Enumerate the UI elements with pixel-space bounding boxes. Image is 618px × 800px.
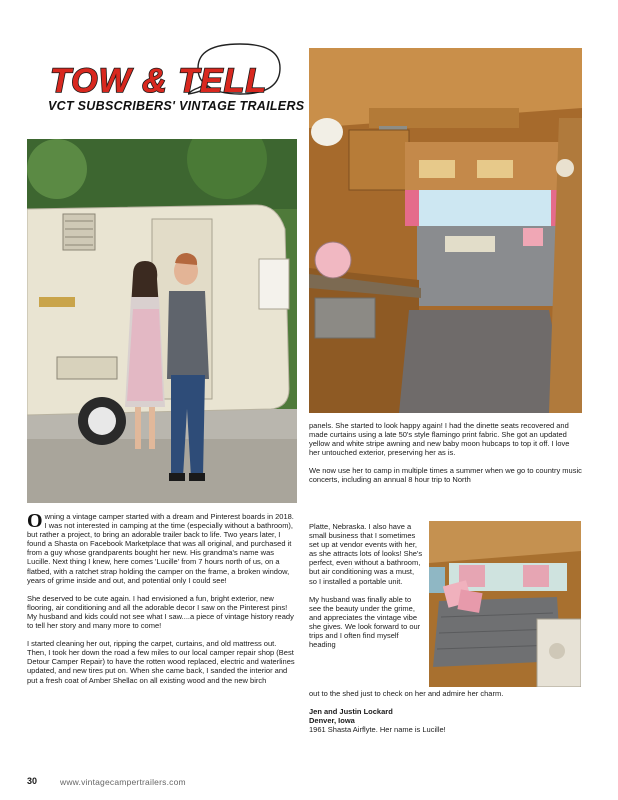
footer-url: www.vintagecampertrailers.com: [60, 777, 186, 787]
article-paragraph-closing: out to the shed just to check on her and admire her charm.: [309, 689, 504, 698]
article-paragraph: Owning a vintage camper started with a dream and Pinterest boards in 2018. I was not interested in camping at the time (especially without a bathroom), but rather a project, to bring an adorable trailer back to life. Two years later, I found a Shasta on Facebook Marketplace that was all original, and purchased it from a guy whose grandparents bought her new. His grandma's name was Lucille. Next thing I knew, here comes 'Lucille' from 7 hours north of us, on a flatbed, with a ratchet strap holding the camper on the frame, a broken window, years of grime inside and out, and potential only I could see!: [27, 510, 294, 585]
article-right-closing: [309, 689, 582, 734]
article-paragraph: She deserved to be cute again. I had envisioned a fun, bright exterior, new flooring, air conditioning and all the adorable decor I saw on the Pinterest pins! My husband and kids could not see what I saw....a piece of vintage history ready to tell her story and many more to come!: [27, 593, 294, 631]
article-right-paragraph-narrow: Platte, Nebraska. I also have a small business that I sometimes set up at vendor events with her, as she attracts lots of looks! She's perfect, even without a bathroom, but air conditioning was a must, so I installed a portable unit. My husband was finally able to see the beauty under the grime, and appreciates the vintage vibe she gives. We look forward to our trips and I often find myself heading: [309, 522, 423, 650]
signature-name: Jen and Justin Lockard: [309, 707, 393, 717]
signature-note: 1961 Shasta Airflyte. Her name is Lucille!: [309, 725, 446, 735]
signature-place: Denver, Iowa: [309, 716, 355, 726]
page-number: 30: [27, 776, 38, 786]
article-paragraph-wide: We now use her to camp in multiple times a summer when we go to country music concerts, including an annual 8 hour trip to North: [309, 466, 582, 485]
drop-cap: O: [27, 510, 43, 532]
photo-trailer-exterior: [27, 139, 297, 503]
article-paragraph: I started cleaning her out, ripping the carpet, curtains, and old mattress out. Then, I took her down the road a few miles to our local camper repair shop (Best Detour Camper Repair) to have the rotten wood replaced, electric and waterlines updated, and new tires put on. When she came back, I sanded the interior and put a fresh coat of Amber Shellac on all existing wood and the new birch: [27, 639, 295, 685]
article-right-paragraph-top: panels. She started to look happy again! I had the dinette seats recovered and made curtains using a late 50's style flamingo print fabric. She got an updated yellow and white stripe awning and new baby moon hubcaps to top it off. I love her untouched exterior, preserving her as is. We now use her to camp in multiple times a summer when we go to country music concerts, including an annual 8 hour trip to North: [309, 421, 582, 485]
article-paragraph-husband: My husband was finally able to see the beauty under the grime, and appreciates the vintage vibe she gives. We look forward to our trips and I often find myself heading: [309, 594, 421, 650]
tow-and-tell-logo: [48, 60, 278, 98]
section-subtitle: VCT SUBSCRIBERS' VINTAGE TRAILERS: [48, 99, 305, 113]
svg-text:TOW & TELL: TOW & TELL: [50, 62, 268, 98]
photo-trailer-interior: [309, 48, 582, 413]
photo-trailer-dinette-bed: [429, 521, 581, 687]
article-left-column: [27, 512, 297, 694]
